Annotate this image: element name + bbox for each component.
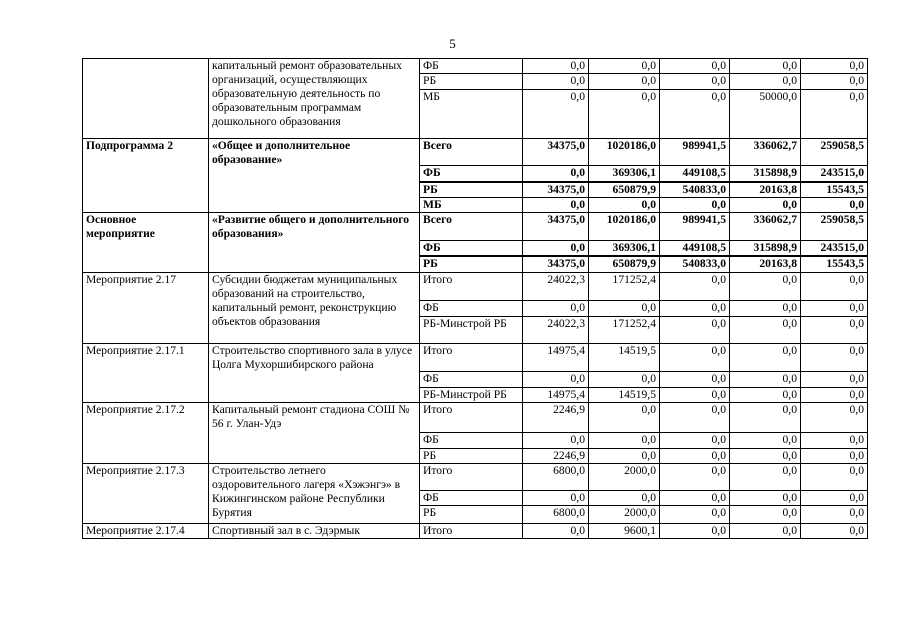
amount-cell: 14975,4 [523,343,589,371]
amount-cell: 0,0 [660,387,730,402]
amount-cell: 34375,0 [523,256,589,272]
amount-cell: 0,0 [801,448,868,463]
amount-cell: 336062,7 [730,139,801,166]
amount-cell: 0,0 [523,59,589,74]
table-row [83,139,868,166]
amount-cell: 0,0 [660,343,730,371]
program-code-cell: Основное мероприятие [83,212,209,272]
amount-cell: 6800,0 [523,505,589,523]
amount-cell: 0,0 [589,448,660,463]
amount-cell: 449108,5 [660,240,730,256]
amount-cell: 0,0 [660,74,730,90]
amount-cell: 50000,0 [730,90,801,139]
amount-cell: 0,0 [801,523,868,538]
amount-cell: 0,0 [801,74,868,90]
amount-cell: 0,0 [660,272,730,300]
program-code-cell: Мероприятие 2.17.2 [83,402,209,463]
amount-cell: 24022,3 [523,272,589,300]
amount-cell: 259058,5 [801,139,868,166]
amount-cell: 0,0 [730,316,801,343]
program-name-cell: Строительство спортивного зала в улусе Цолга Мухоршибирского района [209,343,420,402]
program-name-cell: Капитальный ремонт стадиона СОШ № 56 г. Улан-Удэ [209,402,420,463]
amount-cell: 171252,4 [589,316,660,343]
amount-cell: 369306,1 [589,240,660,256]
amount-cell: 0,0 [660,300,730,316]
amount-cell: 0,0 [801,59,868,74]
amount-cell: 0,0 [801,463,868,490]
amount-cell: 34375,0 [523,182,589,198]
amount-cell: 0,0 [589,371,660,387]
amount-cell: 0,0 [801,402,868,432]
amount-cell: 1020186,0 [589,212,660,240]
amount-cell: 0,0 [660,316,730,343]
funding-source-cell: Итого [420,272,523,300]
amount-cell: 0,0 [730,387,801,402]
funding-source-cell: ФБ [420,490,523,505]
amount-cell: 0,0 [730,402,801,432]
amount-cell: 0,0 [523,74,589,90]
amount-cell: 0,0 [589,59,660,74]
amount-cell: 0,0 [730,448,801,463]
program-code-cell: Мероприятие 2.17.3 [83,463,209,523]
amount-cell: 0,0 [523,523,589,538]
budget-table [82,58,868,539]
program-code-cell: Подпрограмма 2 [83,139,209,213]
funding-source-cell: Итого [420,343,523,371]
amount-cell: 0,0 [730,74,801,90]
amount-cell: 0,0 [523,490,589,505]
table-row [83,59,868,74]
amount-cell: 0,0 [730,371,801,387]
funding-source-cell: ФБ [420,166,523,182]
amount-cell: 0,0 [523,371,589,387]
funding-source-cell: ФБ [420,432,523,448]
funding-source-cell: Итого [420,402,523,432]
amount-cell: 0,0 [523,300,589,316]
amount-cell: 989941,5 [660,212,730,240]
amount-cell: 20163,8 [730,256,801,272]
funding-source-cell: ФБ [420,300,523,316]
funding-source-cell: Итого [420,523,523,538]
amount-cell: 540833,0 [660,256,730,272]
amount-cell: 2246,9 [523,448,589,463]
amount-cell: 0,0 [589,490,660,505]
amount-cell: 15543,5 [801,256,868,272]
funding-source-cell: РБ [420,182,523,198]
amount-cell: 0,0 [730,300,801,316]
amount-cell: 0,0 [660,432,730,448]
funding-source-cell: РБ [420,505,523,523]
program-code-cell [83,59,209,139]
amount-cell: 0,0 [523,90,589,139]
amount-cell: 0,0 [523,166,589,182]
funding-source-cell: МБ [420,197,523,212]
amount-cell: 0,0 [801,316,868,343]
amount-cell: 0,0 [730,523,801,538]
amount-cell: 0,0 [801,197,868,212]
amount-cell: 0,0 [730,197,801,212]
table-row [83,343,868,371]
amount-cell: 0,0 [660,448,730,463]
funding-source-cell: РБ [420,448,523,463]
program-code-cell: Мероприятие 2.17.1 [83,343,209,402]
amount-cell: 9600,1 [589,523,660,538]
amount-cell: 243515,0 [801,240,868,256]
amount-cell: 20163,8 [730,182,801,198]
amount-cell: 650879,9 [589,256,660,272]
amount-cell: 0,0 [589,432,660,448]
program-name-cell: «Общее и дополнительное образование» [209,139,420,213]
amount-cell: 0,0 [589,402,660,432]
amount-cell: 0,0 [801,371,868,387]
funding-source-cell: Итого [420,463,523,490]
program-name-cell: Спортивный зал в с. Эдэрмык [209,523,420,538]
amount-cell: 1020186,0 [589,139,660,166]
amount-cell: 0,0 [660,90,730,139]
budget-table-body [83,59,868,539]
amount-cell: 0,0 [730,343,801,371]
amount-cell: 0,0 [730,272,801,300]
amount-cell: 0,0 [801,432,868,448]
program-code-cell: Мероприятие 2.17 [83,272,209,343]
amount-cell: 0,0 [730,490,801,505]
amount-cell: 34375,0 [523,212,589,240]
amount-cell: 14519,5 [589,387,660,402]
table-row [83,272,868,300]
program-code-cell: Мероприятие 2.17.4 [83,523,209,538]
amount-cell: 0,0 [801,505,868,523]
amount-cell: 0,0 [660,59,730,74]
program-name-cell: Строительство летнего оздоровительного лагеря «Хэжэнгэ» в Кижингинском районе Республики Бурятия [209,463,420,523]
amount-cell: 0,0 [589,74,660,90]
table-row [83,402,868,432]
page-number: 5 [449,36,456,51]
amount-cell: 15543,5 [801,182,868,198]
amount-cell: 0,0 [523,197,589,212]
amount-cell: 0,0 [589,90,660,139]
funding-source-cell: МБ [420,90,523,139]
program-name-cell: Субсидии бюджетам муниципальных образований на строительство, капитальный ремонт, реконструкцию объектов образования [209,272,420,343]
amount-cell: 259058,5 [801,212,868,240]
amount-cell: 336062,7 [730,212,801,240]
amount-cell: 0,0 [730,59,801,74]
amount-cell: 369306,1 [589,166,660,182]
funding-source-cell: РБ-Минстрой РБ [420,316,523,343]
amount-cell: 650879,9 [589,182,660,198]
funding-source-cell: ФБ [420,371,523,387]
amount-cell: 0,0 [801,90,868,139]
table-row [83,523,868,538]
amount-cell: 0,0 [523,240,589,256]
amount-cell: 2000,0 [589,505,660,523]
amount-cell: 0,0 [730,463,801,490]
amount-cell: 243515,0 [801,166,868,182]
funding-source-cell: Всего [420,139,523,166]
amount-cell: 449108,5 [660,166,730,182]
amount-cell: 315898,9 [730,166,801,182]
funding-source-cell: РБ [420,256,523,272]
funding-source-cell: Всего [420,212,523,240]
amount-cell: 2000,0 [589,463,660,490]
table-row [83,463,868,490]
program-name-cell: капитальный ремонт образовательных организаций, осуществляющих образовательную деятельность по образовательным программам дошкольного образования [209,59,420,139]
amount-cell: 0,0 [589,300,660,316]
funding-source-cell: ФБ [420,240,523,256]
amount-cell: 0,0 [801,300,868,316]
amount-cell: 0,0 [523,432,589,448]
amount-cell: 171252,4 [589,272,660,300]
amount-cell: 0,0 [801,272,868,300]
table-row [83,212,868,240]
amount-cell: 0,0 [730,432,801,448]
amount-cell: 0,0 [801,343,868,371]
amount-cell: 0,0 [660,197,730,212]
amount-cell: 34375,0 [523,139,589,166]
amount-cell: 0,0 [660,490,730,505]
amount-cell: 24022,3 [523,316,589,343]
amount-cell: 0,0 [660,402,730,432]
amount-cell: 540833,0 [660,182,730,198]
amount-cell: 14519,5 [589,343,660,371]
amount-cell: 0,0 [589,197,660,212]
program-name-cell: «Развитие общего и дополнительного образования» [209,212,420,272]
amount-cell: 0,0 [660,523,730,538]
amount-cell: 989941,5 [660,139,730,166]
amount-cell: 14975,4 [523,387,589,402]
amount-cell: 0,0 [660,463,730,490]
amount-cell: 6800,0 [523,463,589,490]
amount-cell: 0,0 [801,387,868,402]
amount-cell: 2246,9 [523,402,589,432]
funding-source-cell: РБ-Минстрой РБ [420,387,523,402]
funding-source-cell: ФБ [420,59,523,74]
amount-cell: 0,0 [660,371,730,387]
amount-cell: 0,0 [801,490,868,505]
funding-source-cell: РБ [420,74,523,90]
amount-cell: 0,0 [660,505,730,523]
amount-cell: 315898,9 [730,240,801,256]
amount-cell: 0,0 [730,505,801,523]
